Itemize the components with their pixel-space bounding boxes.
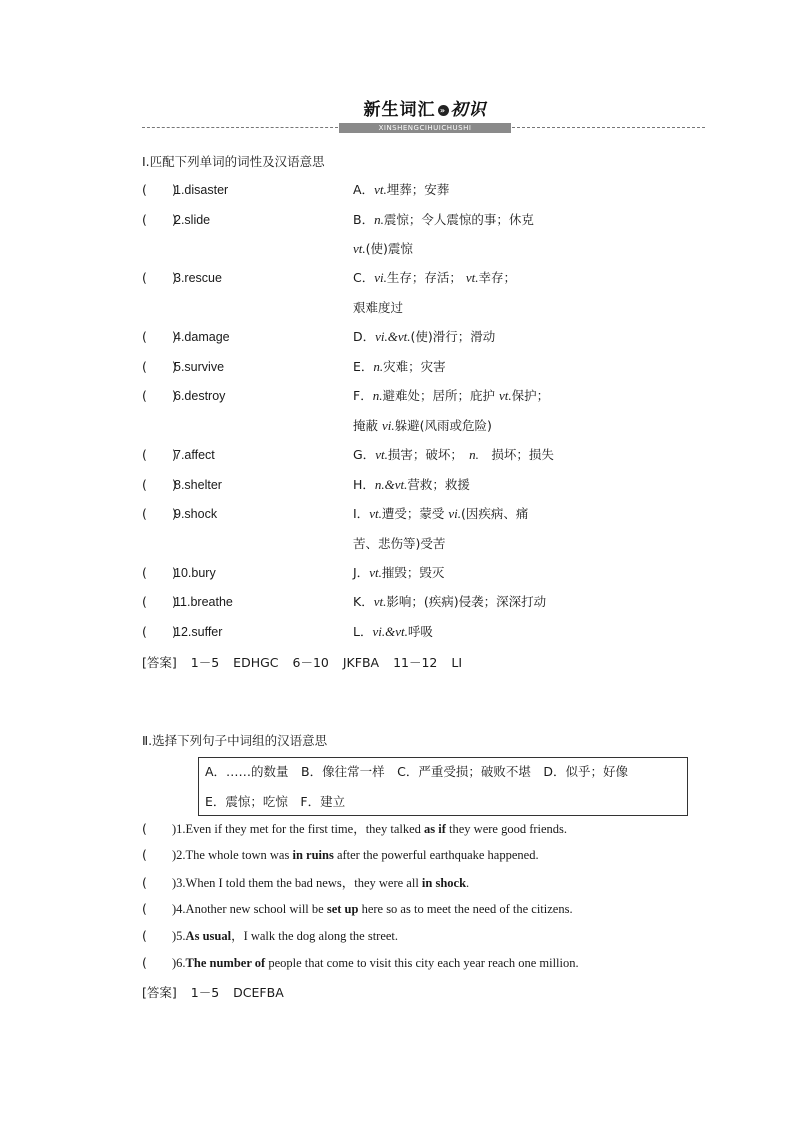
sentence-text: )1.Even if they met for the first time，they talked — [172, 822, 425, 836]
chevron-right-icon: » — [438, 105, 449, 116]
header-divider-right — [512, 127, 705, 128]
section-header — [0, 100, 794, 140]
header-title-block — [338, 100, 512, 133]
definition-i: I．vt.遭受；蒙受 vi.(因疾病、痛 — [353, 506, 529, 521]
target-phrase: in shock — [421, 876, 467, 890]
answer-blank[interactable]: ( — [142, 821, 172, 836]
answer-blank[interactable]: ( ) — [142, 506, 177, 521]
definition-a: A．vt.埋葬；安葬 — [353, 182, 450, 197]
answer-blank[interactable]: ( ) — [142, 624, 177, 639]
options-line-2: E．震惊；吃惊 F．建立 — [205, 794, 346, 809]
sentence-row — [142, 820, 567, 838]
answer-blank[interactable]: ( — [142, 955, 172, 970]
answer-blank[interactable]: ( — [142, 901, 172, 916]
section2-heading: Ⅱ.选择下列句子中词组的汉语意思 — [142, 733, 328, 748]
answer-blank[interactable]: ( ) — [142, 388, 177, 403]
sentence-text: . — [466, 876, 470, 890]
word-label: 3.rescue — [174, 271, 222, 285]
word-label: 10.bury — [174, 566, 216, 580]
definition-k: K．vt.影响；(疾病)侵袭；深深打动 — [353, 594, 547, 609]
header-title: 新生词汇 » 初识 — [363, 100, 487, 120]
sentence-row — [142, 846, 539, 864]
answer-blank[interactable]: ( ) — [142, 447, 177, 462]
definition-f-cont: 掩蔽 vi.躲避(风雨或危险) — [353, 418, 492, 433]
section1-answer: [答案] 1－5 EDHGC 6－10 JKFBA 11－12 LI — [142, 655, 463, 670]
word-label: 9.shock — [174, 507, 218, 521]
definition-c: C．vi.生存；存活； vt.幸存； — [353, 270, 517, 285]
word-label: 1.disaster — [174, 183, 229, 197]
sentence-row — [142, 927, 398, 945]
word-label: 4.damage — [174, 330, 230, 344]
word-label: 2.slide — [174, 213, 211, 227]
definition-c-cont: 艰难度过 — [353, 300, 404, 315]
header-divider-left — [142, 127, 338, 128]
definition-d: D．vi.&vt.(使)滑行；滑动 — [353, 329, 496, 344]
definition-j: J．vt.摧毁；毁灭 — [353, 565, 445, 580]
answer-blank[interactable]: ( ) — [142, 270, 177, 285]
answer-blank[interactable]: ( — [142, 928, 172, 943]
header-pinyin: XINSHENGCIHUICHUSHI — [339, 123, 511, 133]
answer-blank[interactable]: ( ) — [142, 359, 177, 374]
word-label: 11.breathe — [174, 595, 233, 609]
sentence-text: here so as to meet the need of the citizens. — [358, 902, 573, 916]
answer-blank[interactable]: ( — [142, 847, 172, 862]
sentence-row — [142, 900, 573, 918]
options-line-1: A．……的数量 B．像往常一样 C．严重受损；破败不堪 D．似乎；好像 — [205, 764, 628, 779]
sentence-text: they were good friends. — [445, 822, 568, 836]
target-phrase: set up — [326, 902, 359, 916]
definition-b-cont: vt.(使)震惊 — [353, 241, 413, 256]
definition-g: G．vt.损害；破坏； n. 损坏；损失 — [353, 447, 554, 462]
answer-blank[interactable]: ( ) — [142, 594, 177, 609]
sentence-text: )5. — [172, 929, 186, 943]
sentence-text: ，I walk the dog along the street. — [231, 929, 399, 943]
definition-b: B．n.震惊；令人震惊的事；休克 — [353, 212, 534, 227]
sentence-row — [142, 874, 469, 892]
sentence-text: people that come to visit this city each year reach one million. — [265, 956, 579, 970]
target-phrase: The number of — [185, 956, 266, 970]
definition-f: F．n.避难处；居所；庇护 vt.保护； — [353, 388, 550, 403]
definition-e: E．n.灾难；灾害 — [353, 359, 446, 374]
word-label: 5.survive — [174, 360, 225, 374]
sentence-text: )3.When I told them the bad news，they were all — [172, 876, 422, 890]
word-label: 7.affect — [174, 448, 215, 462]
target-phrase: as if — [424, 822, 446, 836]
answer-blank[interactable]: ( ) — [142, 565, 177, 580]
word-label: 12.suffer — [174, 625, 223, 639]
sentence-row — [142, 954, 579, 972]
options-box — [198, 757, 688, 816]
answer-blank[interactable]: ( ) — [142, 477, 177, 492]
sentence-text: )6. — [172, 956, 186, 970]
answer-blank[interactable]: ( ) — [142, 329, 177, 344]
answer-blank[interactable]: ( — [142, 875, 172, 890]
definition-i-cont: 苦、悲伤等)受苦 — [353, 536, 446, 551]
definition-h: H．n.&vt.营救；救援 — [353, 477, 470, 492]
target-phrase: in ruins — [292, 848, 334, 862]
sentence-text: after the powerful earthquake happened. — [333, 848, 539, 862]
section2-answer: [答案] 1－5 DCEFBA — [142, 985, 284, 1000]
target-phrase: As usual — [185, 929, 232, 943]
word-label: 6.destroy — [174, 389, 226, 403]
definition-l: L．vi.&vt.呼吸 — [353, 624, 433, 639]
answer-blank[interactable]: ( ) — [142, 212, 177, 227]
section1-heading: Ⅰ.匹配下列单词的词性及汉语意思 — [142, 154, 325, 169]
sentence-text: )2.The whole town was — [172, 848, 293, 862]
word-label: 8.shelter — [174, 478, 222, 492]
answer-blank[interactable]: ( ) — [142, 182, 177, 197]
sentence-text: )4.Another new school will be — [172, 902, 327, 916]
